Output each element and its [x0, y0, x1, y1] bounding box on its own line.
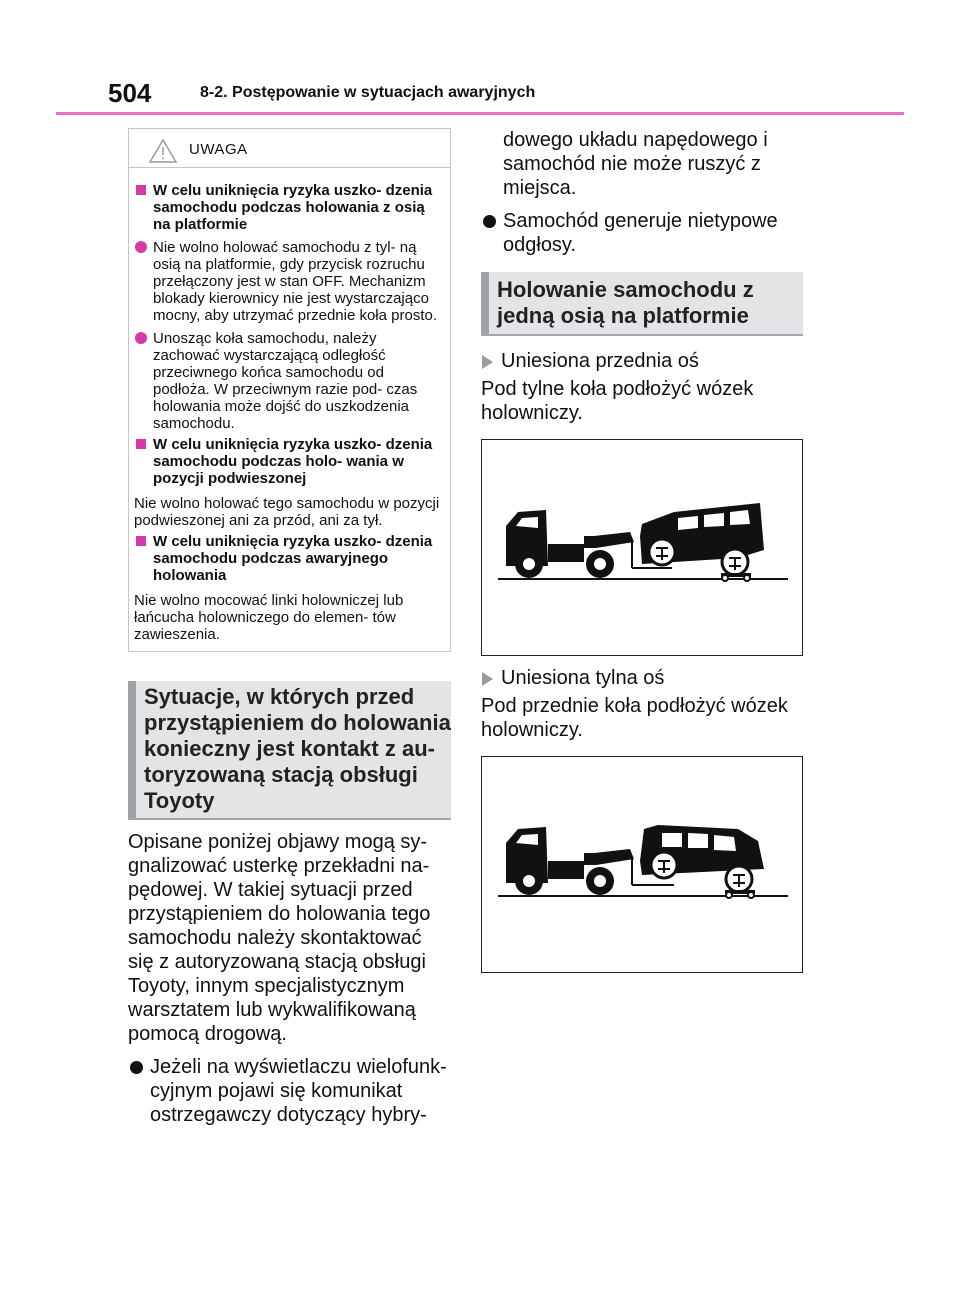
- warning-text-suspended: Nie wolno holować tego samochodu w pozycji podwieszonej ani za przód, ani za tył.: [134, 495, 440, 529]
- section-heading-platform: Holowanie samochodu z jedną osią na platformie: [481, 272, 803, 336]
- warning-text-emergency: Nie wolno mocować linki holowniczej lub łańcucha holowniczego do elemen- tów zawieszenia.: [134, 592, 404, 643]
- tow-rear-raised-illustration: [482, 757, 802, 972]
- page-number: 504: [108, 78, 152, 108]
- warning-title: UWAGA: [189, 141, 248, 158]
- left-column: [128, 128, 451, 1127]
- chapter-title: 8-2. Postępowanie w sytuacjach awaryjnych: [200, 84, 536, 101]
- page-header: [98, 78, 910, 108]
- warning-bullet-clearance: Unosząc koła samochodu, należy zachować wystarczającą odległość przeciwnego końca samochodu od podłoża. W przeciwnym razie pod- czas holowania może dojść do uszkodzenia samochodu.: [134, 330, 444, 432]
- tow-front-raised-illustration: [482, 440, 802, 655]
- figure-front-raised: [481, 439, 803, 656]
- contact-bullet-noise: Samochód generuje nietypowe odgłosy.: [481, 209, 803, 257]
- right-column: [481, 128, 803, 973]
- section-heading-contact: Sytuacje, w których przed przystąpieniem do holowania konieczny jest kontakt z au- toryzowaną stacją obsługi Toyoty: [128, 681, 451, 820]
- contact-bullet-warning-message: Jeżeli na wyświetlaczu wielofunk- cyjnym pojawi się komunikat ostrzegawczy dotyczący hybry-: [128, 1055, 451, 1127]
- front-raised-label: Uniesiona przednia oś: [481, 349, 803, 373]
- front-raised-text: Pod tylne koła podłożyć wózek holowniczy.: [481, 378, 754, 424]
- contact-bullet-warning-message-continued: dowego układu napędowego i samochód nie może ruszyć z miejsca.: [503, 129, 768, 199]
- contact-body-text: Opisane poniżej objawy mogą sy- gnalizować usterkę przekładni na- pędowej. W takiej sytuacji przed przystąpieniem do holowania tego samochodu należy skontaktować się z autoryzowaną stacją obsługi Toyoty, innym specjalistycznym warsztatem lub wykwalifikowaną pomocą drogową.: [128, 831, 431, 1045]
- warning-heading-emergency: W celu uniknięcia ryzyka uszko- dzenia samochodu podczas awaryjnego holowania: [134, 533, 444, 584]
- warning-header: [129, 129, 450, 168]
- warning-body: [129, 168, 450, 643]
- header-divider: [56, 112, 904, 115]
- rear-raised-label: Uniesiona tylna oś: [481, 666, 803, 690]
- warning-box: [128, 128, 451, 652]
- figure-rear-raised: [481, 756, 803, 973]
- warning-heading-platform: W celu uniknięcia ryzyka uszko- dzenia samochodu podczas holowania z osią na platformie: [134, 182, 444, 233]
- rear-raised-text: Pod przednie koła podłożyć wózek holowniczy.: [481, 695, 788, 741]
- warning-heading-suspended: W celu uniknięcia ryzyka uszko- dzenia samochodu podczas holo- wania w pozycji podwieszonej: [134, 436, 444, 487]
- warning-triangle-icon: [149, 139, 177, 163]
- warning-bullet-steering: Nie wolno holować samochodu z tyl- ną osią na platformie, gdy przycisk rozruchu przełączony jest w stan OFF. Mechanizm blokady kierownicy nie jest wystarczająco mocny, aby utrzymać przednie koła prosto.: [134, 239, 444, 324]
